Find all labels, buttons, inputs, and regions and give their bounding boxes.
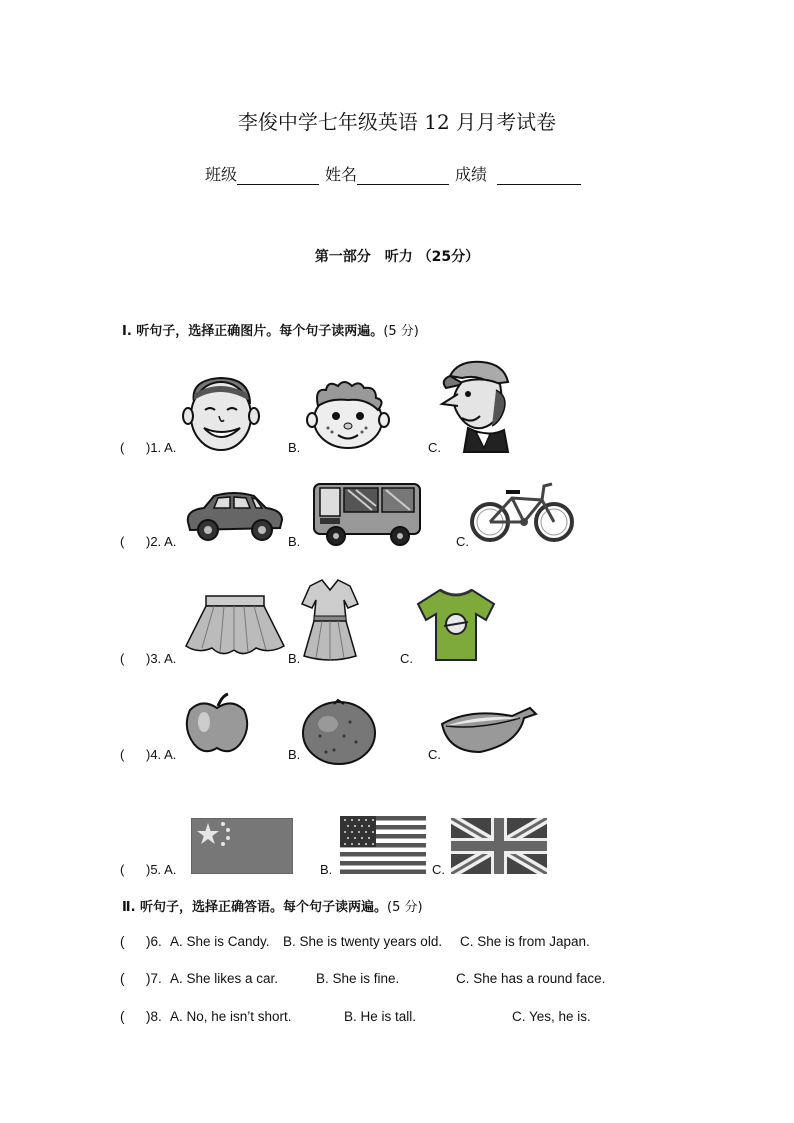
option-c-label: C. [432, 862, 445, 877]
section1-instruction [122, 320, 419, 339]
bicycle-picture[interactable] [468, 476, 578, 548]
answer-paren[interactable]: ( [120, 934, 125, 949]
answer-paren[interactable]: ( [120, 651, 125, 666]
section1-points: (5 分) [383, 324, 419, 339]
option-b: B. She is fine. [316, 971, 400, 986]
answer-paren[interactable]: ( [120, 862, 125, 877]
uk-flag-picture[interactable] [451, 818, 547, 878]
question-7 [120, 971, 162, 986]
question-8 [120, 1009, 162, 1024]
question-number: )3. A. [146, 651, 177, 666]
answer-paren[interactable]: ( [120, 534, 125, 549]
china-flag-picture[interactable] [191, 818, 293, 878]
option-c-label: C. [456, 534, 469, 549]
name-label: 姓名 [325, 165, 358, 184]
option-b: B. She is twenty years old. [283, 934, 443, 949]
option-c-label: C. [428, 747, 441, 762]
option-b: B. He is tall. [344, 1009, 417, 1024]
banana-picture[interactable] [440, 702, 540, 760]
score-blank[interactable] [497, 166, 581, 185]
section1-instruction-text: Ⅰ. 听句子，选择正确图片。每个句子读两遍。 [122, 324, 384, 339]
option-a: A. No, he isn’t short. [170, 1009, 292, 1024]
answer-paren[interactable]: ( [120, 440, 125, 455]
question-4-label [120, 747, 176, 762]
question-number: )5. A. [146, 862, 177, 877]
page-title: 李俊中学七年级英语 12 月月考试卷 [237, 110, 557, 134]
section2-instruction [122, 896, 423, 915]
score-label: 成绩 [455, 165, 488, 184]
option-a: A. She likes a car. [170, 971, 279, 986]
option-b-label: B. [288, 534, 301, 549]
question-6 [120, 934, 162, 949]
section2-points: (5 分) [387, 900, 423, 915]
option-b-label: B. [288, 747, 301, 762]
name-field [325, 162, 449, 185]
class-field [205, 162, 319, 185]
answer-paren[interactable]: ( [120, 1009, 125, 1024]
option-b-label: B. [288, 440, 301, 455]
question-3-label [120, 651, 176, 666]
option-c-label: C. [400, 651, 413, 666]
skirt-picture[interactable] [184, 592, 286, 664]
question-2-label [120, 534, 176, 549]
score-field [455, 162, 581, 185]
question-number: )4. A. [146, 747, 177, 762]
option-c-label: C. [428, 440, 441, 455]
question-number: )6. [146, 934, 162, 949]
class-blank[interactable] [237, 166, 319, 185]
man-with-cap-picture[interactable] [438, 358, 514, 458]
usa-flag-picture[interactable] [340, 816, 426, 878]
option-a: A. She is Candy. [170, 934, 270, 949]
apple-picture[interactable] [184, 692, 250, 760]
question-1-label [120, 440, 176, 455]
class-label: 班级 [205, 165, 238, 184]
question-5-label [120, 862, 176, 877]
option-c: C. She is from Japan. [460, 934, 590, 949]
question-number: )1. A. [146, 440, 177, 455]
part1-heading: 第一部分 听力 （25分） [314, 249, 480, 265]
car-picture[interactable] [184, 488, 286, 546]
dress-picture[interactable] [298, 576, 362, 668]
question-number: )2. A. [146, 534, 177, 549]
question-number: )7. [146, 971, 162, 986]
bus-picture[interactable] [310, 478, 424, 552]
name-blank[interactable] [357, 166, 449, 185]
section2-instruction-text: Ⅱ. 听句子，选择正确答语。每个句子读两遍。 [122, 900, 388, 915]
answer-paren[interactable]: ( [120, 971, 125, 986]
chubby-kid-face-picture[interactable] [300, 378, 398, 454]
t-shirt-picture[interactable] [414, 586, 498, 668]
answer-paren[interactable]: ( [120, 747, 125, 762]
option-b-label: B. [320, 862, 333, 877]
option-c: C. She has a round face. [456, 971, 606, 986]
question-number: )8. [146, 1009, 162, 1024]
orange-picture[interactable] [300, 696, 378, 770]
option-b-label: B. [288, 651, 301, 666]
option-c: C. Yes, he is. [512, 1009, 591, 1024]
smiling-boy-face-picture[interactable] [180, 372, 262, 458]
